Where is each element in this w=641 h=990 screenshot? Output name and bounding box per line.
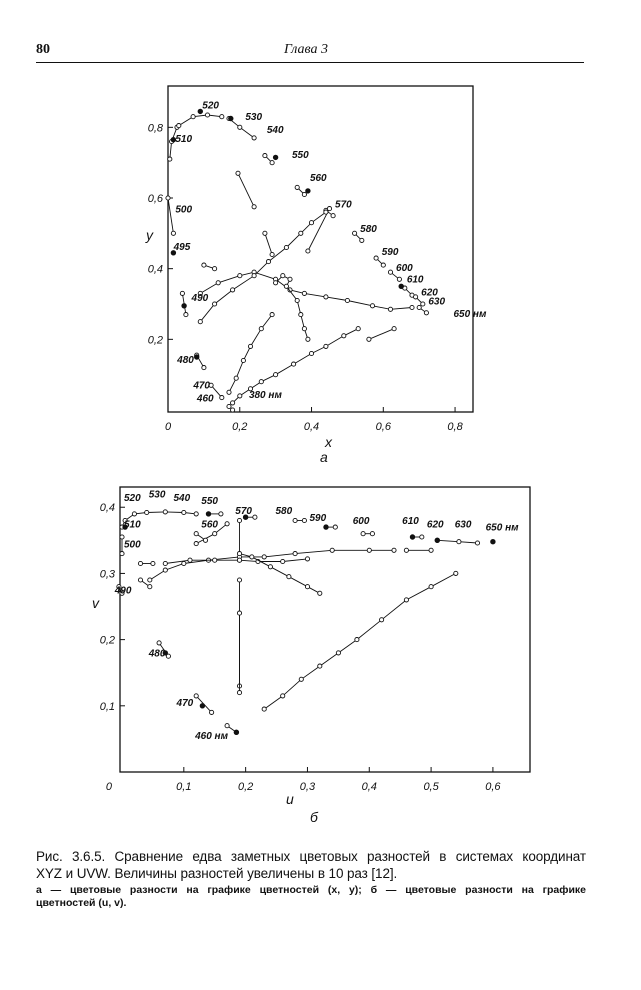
data-point <box>302 518 306 522</box>
data-point <box>281 559 285 563</box>
data-point <box>202 366 206 370</box>
y-tick-label: 0,6 <box>147 193 163 205</box>
data-point <box>288 277 292 281</box>
data-point <box>227 404 231 408</box>
wavelength-label: 620 <box>421 287 438 299</box>
data-point <box>157 641 161 645</box>
data-point <box>238 274 242 278</box>
data-point <box>388 270 392 274</box>
wavelength-label: 590 <box>381 247 399 259</box>
data-point <box>166 196 170 200</box>
data-point-filled <box>195 355 199 359</box>
data-point <box>457 540 461 544</box>
data-point <box>302 327 306 331</box>
wavelength-label: 600 <box>396 262 413 274</box>
data-point <box>381 263 385 267</box>
data-point <box>213 532 217 536</box>
y-tick-label: 0,4 <box>99 502 115 515</box>
difference-segment <box>179 115 222 126</box>
data-point <box>238 125 242 129</box>
x-tick-label: 0,2 <box>232 421 248 433</box>
data-point <box>213 558 217 562</box>
difference-segment <box>229 315 272 393</box>
data-point <box>353 231 357 235</box>
note-line-2: цветностей (u, v). <box>36 897 127 909</box>
data-point-filled <box>324 525 328 529</box>
data-point <box>417 305 421 309</box>
wavelength-label: 380 нм <box>248 390 282 402</box>
data-point-filled <box>273 155 277 159</box>
data-point <box>138 578 142 582</box>
data-point <box>404 598 408 602</box>
data-point <box>237 518 241 522</box>
data-point <box>274 281 278 285</box>
data-point <box>220 115 224 119</box>
wavelength-label: 630 <box>428 296 446 308</box>
data-point <box>330 548 334 552</box>
data-point <box>345 298 349 302</box>
data-point <box>225 522 229 526</box>
data-point <box>475 541 479 545</box>
data-point <box>327 207 331 211</box>
x-axis-label: x <box>325 434 332 450</box>
wavelength-label: 610 <box>402 516 419 528</box>
data-point <box>234 376 238 380</box>
data-point <box>168 157 172 161</box>
y-tick-label: 0,2 <box>147 334 163 347</box>
panel-label: б <box>310 809 318 825</box>
data-point-filled <box>234 730 238 734</box>
data-point <box>138 561 142 565</box>
data-point <box>263 231 267 235</box>
caption-line-2: XYZ и UVW. Величины разностей увеличены в 10 раз [12]. <box>36 866 398 881</box>
data-point <box>331 214 335 218</box>
data-point <box>380 618 384 622</box>
y-tick-label: 0,8 <box>147 122 163 135</box>
panel-label: а <box>320 449 328 465</box>
data-point <box>194 542 198 546</box>
data-point <box>299 677 303 681</box>
difference-segment <box>265 233 272 254</box>
data-point <box>268 565 272 569</box>
data-point <box>227 390 231 394</box>
data-point <box>397 277 401 281</box>
chart-panel-а <box>166 86 473 412</box>
wavelength-label: 570 <box>335 199 352 211</box>
wavelength-label: 490 <box>114 585 132 597</box>
data-point <box>148 585 152 589</box>
difference-segment <box>308 209 330 251</box>
data-point <box>324 344 328 348</box>
data-point <box>148 578 152 582</box>
data-point <box>203 538 207 542</box>
data-point <box>355 638 359 642</box>
data-point <box>171 231 175 235</box>
difference-segment <box>168 198 173 233</box>
data-point <box>342 334 346 338</box>
difference-segment <box>238 173 254 207</box>
y-tick-label: 0,3 <box>99 568 115 581</box>
wavelength-label: 520 <box>124 492 141 504</box>
data-point-filled <box>435 538 439 542</box>
data-point <box>238 394 242 398</box>
data-point <box>259 380 263 384</box>
data-point <box>250 555 254 559</box>
page-number: 80 <box>36 42 50 57</box>
caption-line-1: Рис. 3.6.5. Сравнение едва заметных цветовых разностей в системах координат <box>36 849 586 864</box>
data-point <box>202 263 206 267</box>
wavelength-label: 620 <box>426 519 444 531</box>
data-point <box>231 401 235 405</box>
data-point <box>370 304 374 308</box>
data-point <box>253 515 257 519</box>
data-point <box>219 512 223 516</box>
data-point <box>216 281 220 285</box>
wavelength-label: 590 <box>309 512 327 524</box>
data-point <box>356 327 360 331</box>
wavelength-label: 530 <box>245 112 263 124</box>
data-point <box>248 344 252 348</box>
data-point <box>182 510 186 514</box>
data-point <box>429 585 433 589</box>
wavelength-label: 500 <box>175 204 193 216</box>
data-point <box>198 320 202 324</box>
data-point <box>236 171 240 175</box>
data-point <box>194 512 198 516</box>
wavelength-label: 495 <box>173 241 191 253</box>
data-point <box>293 518 297 522</box>
data-point-filled <box>399 284 403 288</box>
data-point <box>120 552 124 556</box>
chapter-title: Глава 3 <box>284 42 328 57</box>
data-point <box>225 724 229 728</box>
x-tick-label: 0,5 <box>423 781 439 793</box>
data-point <box>237 691 241 695</box>
wavelength-label: 550 <box>201 496 218 508</box>
data-point <box>302 192 306 196</box>
y-tick-label: 0,4 <box>147 263 163 276</box>
data-point <box>231 288 235 292</box>
data-point-filled <box>206 512 210 516</box>
data-point <box>333 525 337 529</box>
data-point-filled <box>410 535 414 539</box>
data-point <box>392 548 396 552</box>
data-point <box>318 591 322 595</box>
data-point <box>237 552 241 556</box>
wavelength-label: 490 <box>191 293 209 304</box>
data-point <box>163 510 167 514</box>
data-point <box>191 115 195 119</box>
origin-label: 0 <box>105 781 112 793</box>
data-point <box>392 327 396 331</box>
data-point <box>151 561 155 565</box>
wavelength-label: 510 <box>175 134 193 145</box>
data-point <box>274 373 278 377</box>
data-point <box>370 532 374 536</box>
y-axis-label: y <box>146 227 153 243</box>
chart-frame <box>168 86 473 412</box>
wavelength-label: 570 <box>235 506 252 518</box>
x-axis-label: u <box>286 791 294 807</box>
data-point <box>281 694 285 698</box>
y-axis-label: v <box>92 595 99 611</box>
data-point <box>374 256 378 260</box>
data-point <box>306 337 310 341</box>
x-tick-label: 0,1 <box>176 781 192 793</box>
difference-segment <box>200 212 326 322</box>
data-point <box>324 295 328 299</box>
data-point <box>295 298 299 302</box>
data-point <box>306 249 310 253</box>
data-point <box>266 260 270 264</box>
data-point <box>177 124 181 128</box>
data-point <box>284 245 288 249</box>
y-tick-label: 0,2 <box>99 634 115 647</box>
data-point <box>284 284 288 288</box>
data-point <box>420 535 424 539</box>
wavelength-label: 550 <box>292 149 309 161</box>
data-point <box>163 568 167 572</box>
y-tick-label: 0,1 <box>99 700 115 713</box>
x-tick-label: 0,2 <box>237 781 254 793</box>
wavelength-label: 470 <box>193 380 211 392</box>
data-point <box>270 313 274 317</box>
data-point <box>194 532 198 536</box>
data-point <box>252 136 256 140</box>
wavelength-label: 480 <box>148 648 166 660</box>
data-point <box>132 512 136 516</box>
data-point <box>237 558 241 562</box>
x-tick-label: 0,8 <box>447 421 463 433</box>
data-point <box>184 313 188 317</box>
data-point <box>237 611 241 615</box>
wavelength-label: 650 нм <box>485 522 519 534</box>
data-point <box>263 154 267 158</box>
data-point <box>213 267 217 271</box>
wavelength-label: 650 нм <box>453 308 487 320</box>
data-point <box>302 291 306 295</box>
x-tick-label: 0,3 <box>299 781 316 793</box>
data-point <box>262 707 266 711</box>
wavelength-label: 580 <box>360 224 377 236</box>
x-tick-label: 0,6 <box>485 781 501 793</box>
data-point-filled <box>200 704 204 708</box>
data-point <box>145 510 149 514</box>
wavelength-label: 510 <box>124 519 141 531</box>
data-point <box>414 295 418 299</box>
data-point <box>305 585 309 589</box>
data-point <box>182 561 186 565</box>
data-point <box>429 548 433 552</box>
data-point <box>241 358 245 362</box>
x-tick-label: 0 <box>164 421 172 433</box>
data-point <box>220 396 224 400</box>
data-point <box>292 362 296 366</box>
data-point <box>205 113 209 117</box>
figure-caption <box>36 848 586 882</box>
wavelength-label: 470 <box>176 698 194 710</box>
wavelength-label: 560 <box>309 172 327 184</box>
data-point <box>388 307 392 311</box>
data-point <box>231 408 235 412</box>
data-point-filled <box>491 540 495 544</box>
data-point <box>404 548 408 552</box>
wavelength-label: 610 <box>406 274 424 286</box>
wavelength-label: 460 <box>196 393 214 405</box>
data-point <box>188 558 192 562</box>
x-tick-label: 0,4 <box>361 781 377 793</box>
data-point <box>237 578 241 582</box>
data-point <box>367 337 371 341</box>
data-point <box>252 205 256 209</box>
wavelength-label: 500 <box>124 539 141 551</box>
wavelength-label: 580 <box>275 506 293 518</box>
note-line-1: а — цветовые разности на графике цветностей (x, y); б — цветовые разности на графике <box>36 884 586 896</box>
wavelength-label: 630 <box>454 519 472 531</box>
data-point <box>360 238 364 242</box>
x-tick-label: 0,4 <box>303 421 320 433</box>
data-point <box>293 552 297 556</box>
wavelength-label: 540 <box>266 125 284 137</box>
difference-segment <box>369 329 394 340</box>
wavelength-label: 520 <box>202 100 219 112</box>
data-point <box>270 252 274 256</box>
data-point <box>270 161 274 165</box>
data-point <box>213 302 217 306</box>
data-point <box>299 231 303 235</box>
data-point <box>309 351 313 355</box>
wavelength-label: 600 <box>352 516 370 528</box>
data-point <box>361 532 365 536</box>
wavelength-label: 540 <box>173 492 191 504</box>
wavelength-label: 530 <box>148 489 166 501</box>
data-point <box>180 291 184 295</box>
figure-note <box>36 884 586 910</box>
data-point <box>210 710 214 714</box>
data-point <box>262 555 266 559</box>
difference-segment <box>264 573 456 709</box>
data-point <box>424 311 428 315</box>
data-point <box>194 694 198 698</box>
data-point <box>336 651 340 655</box>
data-point <box>259 327 263 331</box>
x-tick-label: 0,6 <box>375 421 391 433</box>
wavelength-label: 460 нм <box>195 731 228 743</box>
data-point <box>318 664 322 668</box>
data-point <box>305 557 309 561</box>
data-point <box>421 302 425 306</box>
data-point-filled <box>306 189 310 193</box>
data-point <box>281 274 285 278</box>
data-point-filled <box>229 116 233 120</box>
data-point <box>410 305 414 309</box>
data-point <box>287 575 291 579</box>
data-point <box>324 210 328 214</box>
data-point-filled <box>182 304 186 308</box>
data-point <box>309 221 313 225</box>
data-point <box>163 561 167 565</box>
data-point <box>454 571 458 575</box>
data-point <box>252 274 256 278</box>
wavelength-label: 560 <box>201 519 218 531</box>
data-point <box>299 313 303 317</box>
data-point <box>295 185 299 189</box>
data-point <box>367 548 371 552</box>
wavelength-label: 480 <box>177 354 194 366</box>
